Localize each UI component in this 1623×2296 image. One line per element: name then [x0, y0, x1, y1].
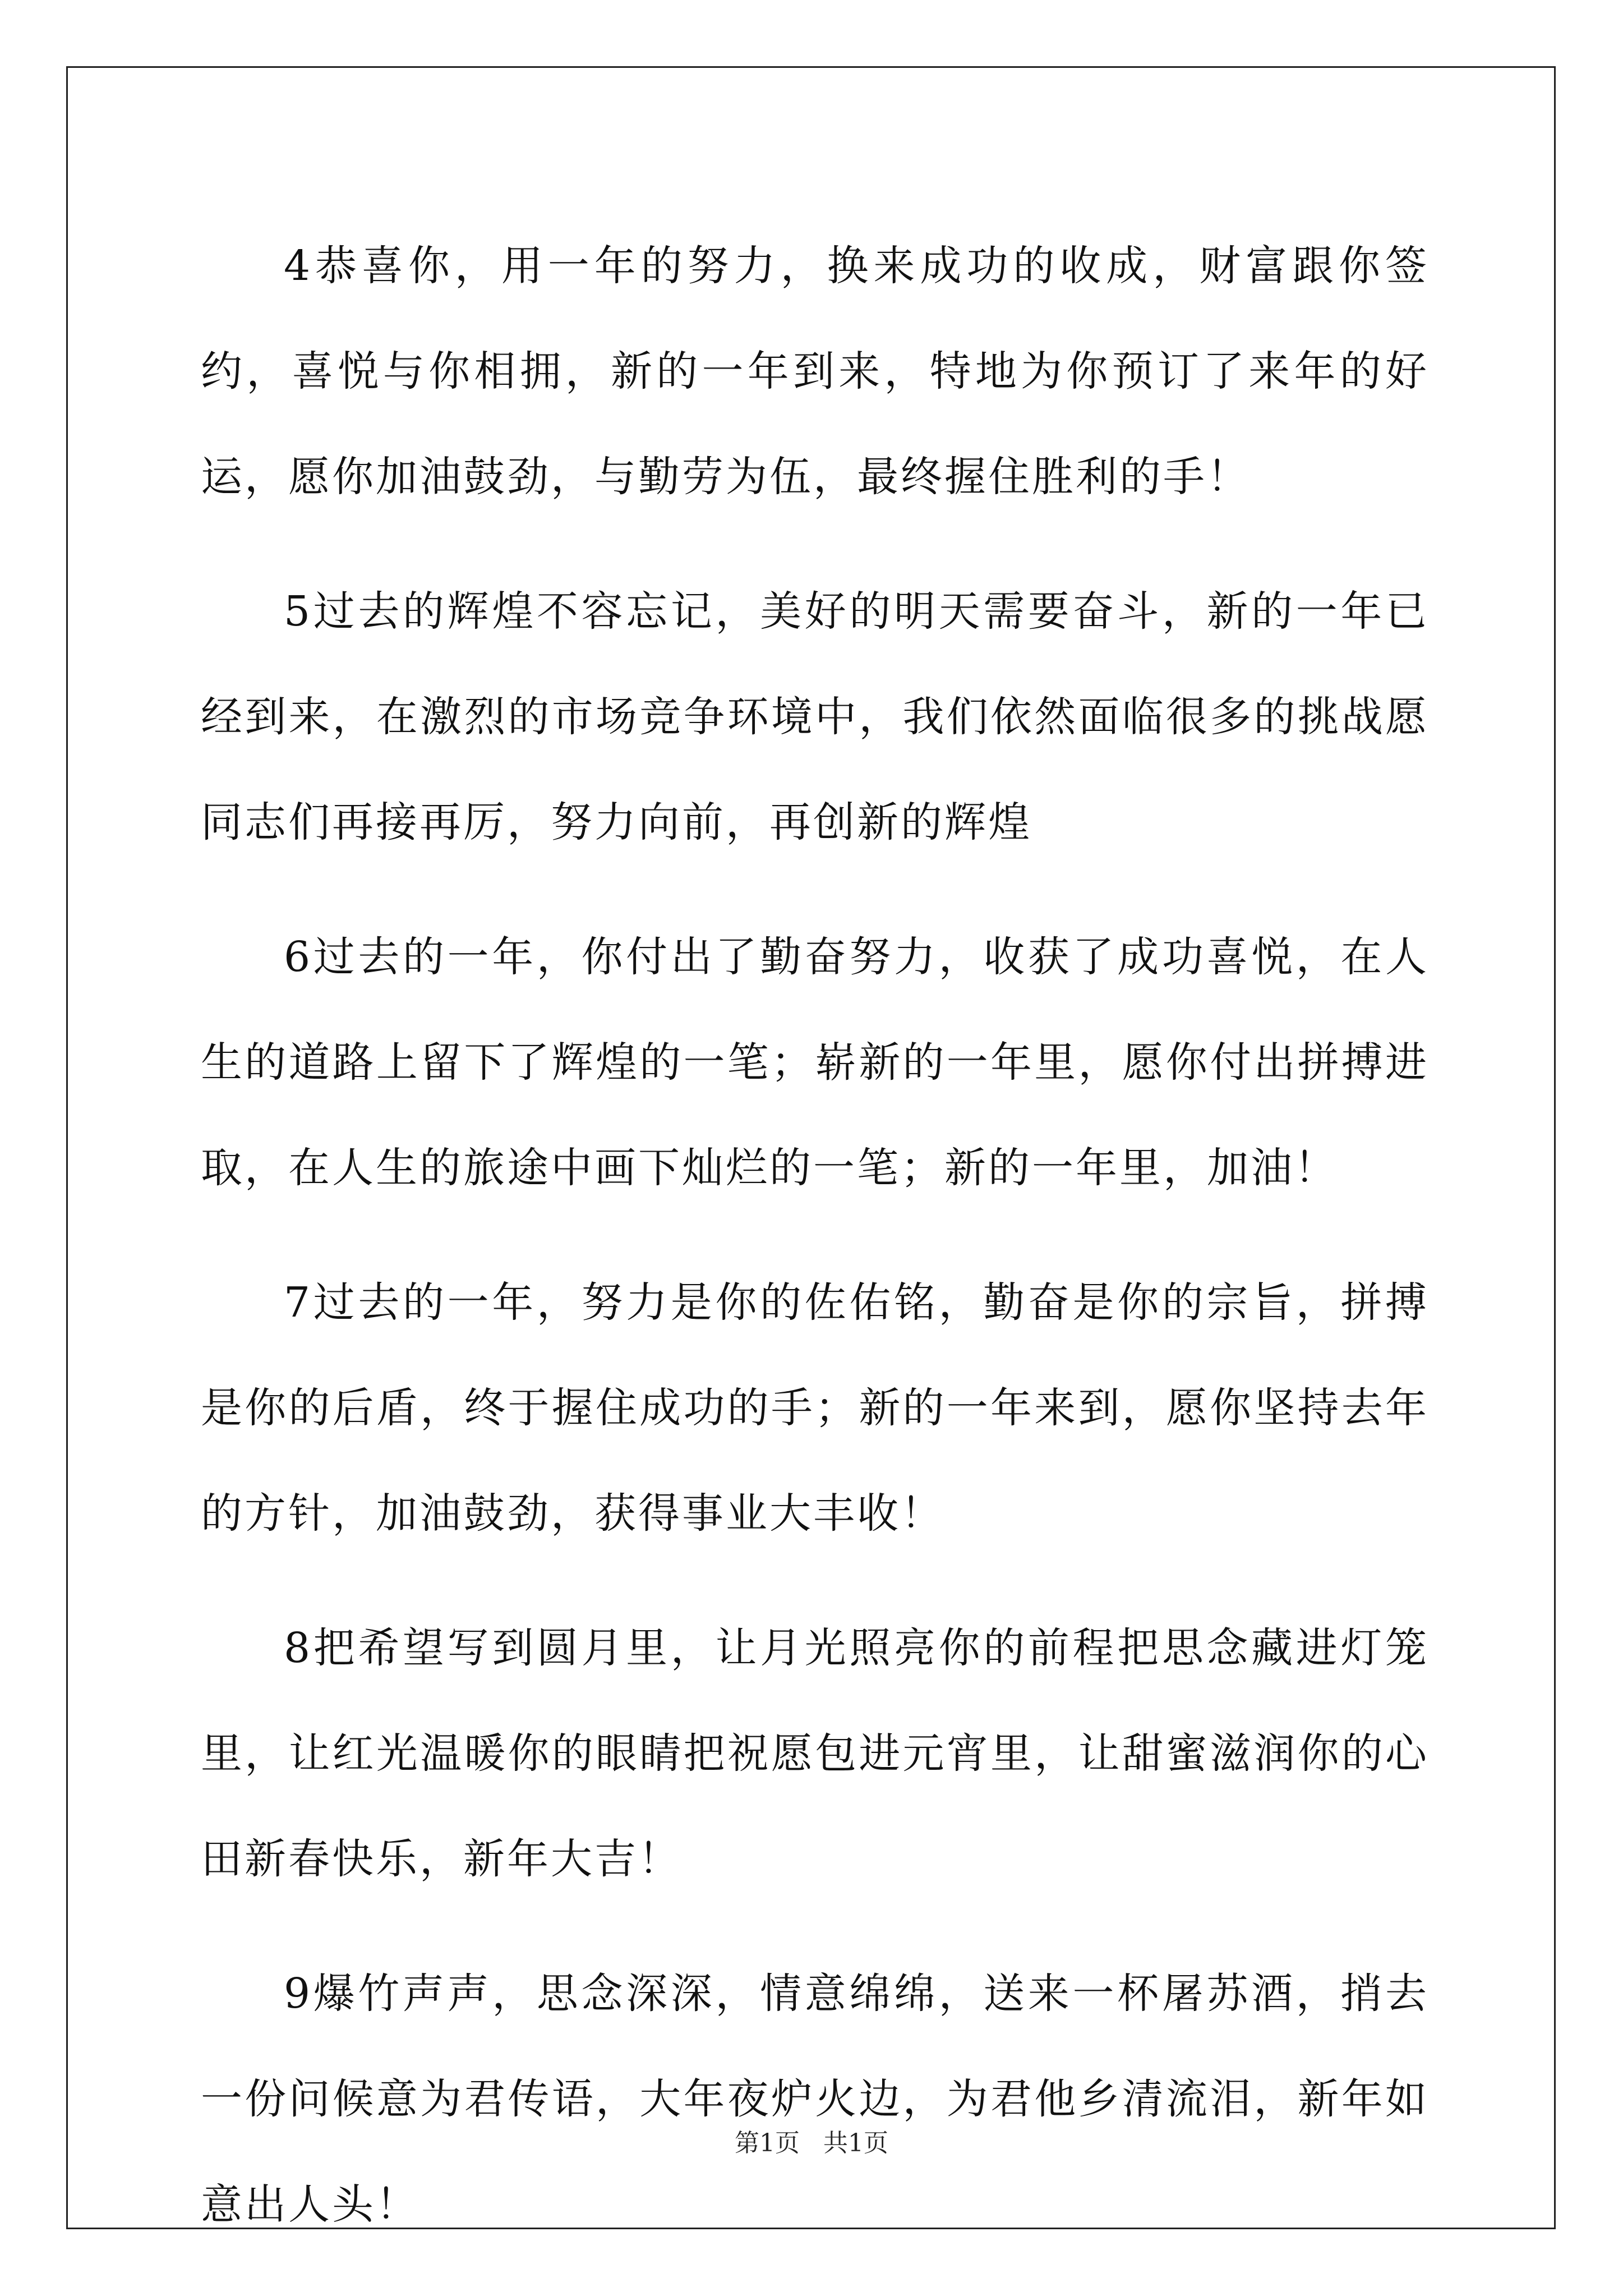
document-body	[201, 213, 1429, 2286]
paragraph-6: 6过去的一年，你付出了勤奋努力，收获了成功喜悦，在人生的道路上留下了辉煌的一笔；崭新的一年里，愿你付出拼搏进取，在人生的旅途中画下灿烂的一笔；新的一年里，加油！	[201, 933, 1429, 1192]
page-footer	[0, 2123, 1623, 2159]
page-total: 共1页	[823, 2129, 888, 2157]
paragraph-9: 9爆竹声声，思念深深，情意绵绵，送来一杯屠苏酒，捎去一份问候意为君传语，大年夜炉火边，为君他乡清流泪，新年如意出人头！	[201, 1970, 1429, 2229]
paragraph-5: 5过去的辉煌不容忘记，美好的明天需要奋斗，新的一年已经到来，在激烈的市场竞争环境中，我们依然面临很多的挑战愿同志们再接再厉，努力向前，再创新的辉煌	[201, 587, 1429, 846]
paragraph-4: 4恭喜你，用一年的努力，换来成功的收成，财富跟你签约，喜悦与你相拥，新的一年到来，特地为你预订了来年的好运，愿你加油鼓劲，与勤劳为伍，最终握住胜利的手！	[201, 242, 1429, 501]
paragraph-8: 8把希望写到圆月里，让月光照亮你的前程把思念藏进灯笼里，让红光温暖你的眼睛把祝愿包进元宵里，让甜蜜滋润你的心田新春快乐，新年大吉！	[201, 1624, 1429, 1883]
page-number: 第1页	[735, 2129, 800, 2157]
paragraph-7: 7过去的一年，努力是你的佐佑铭，勤奋是你的宗旨，拼搏是你的后盾，终于握住成功的手；新的一年来到，愿你坚持去年的方针，加油鼓劲，获得事业大丰收！	[201, 1278, 1429, 1538]
